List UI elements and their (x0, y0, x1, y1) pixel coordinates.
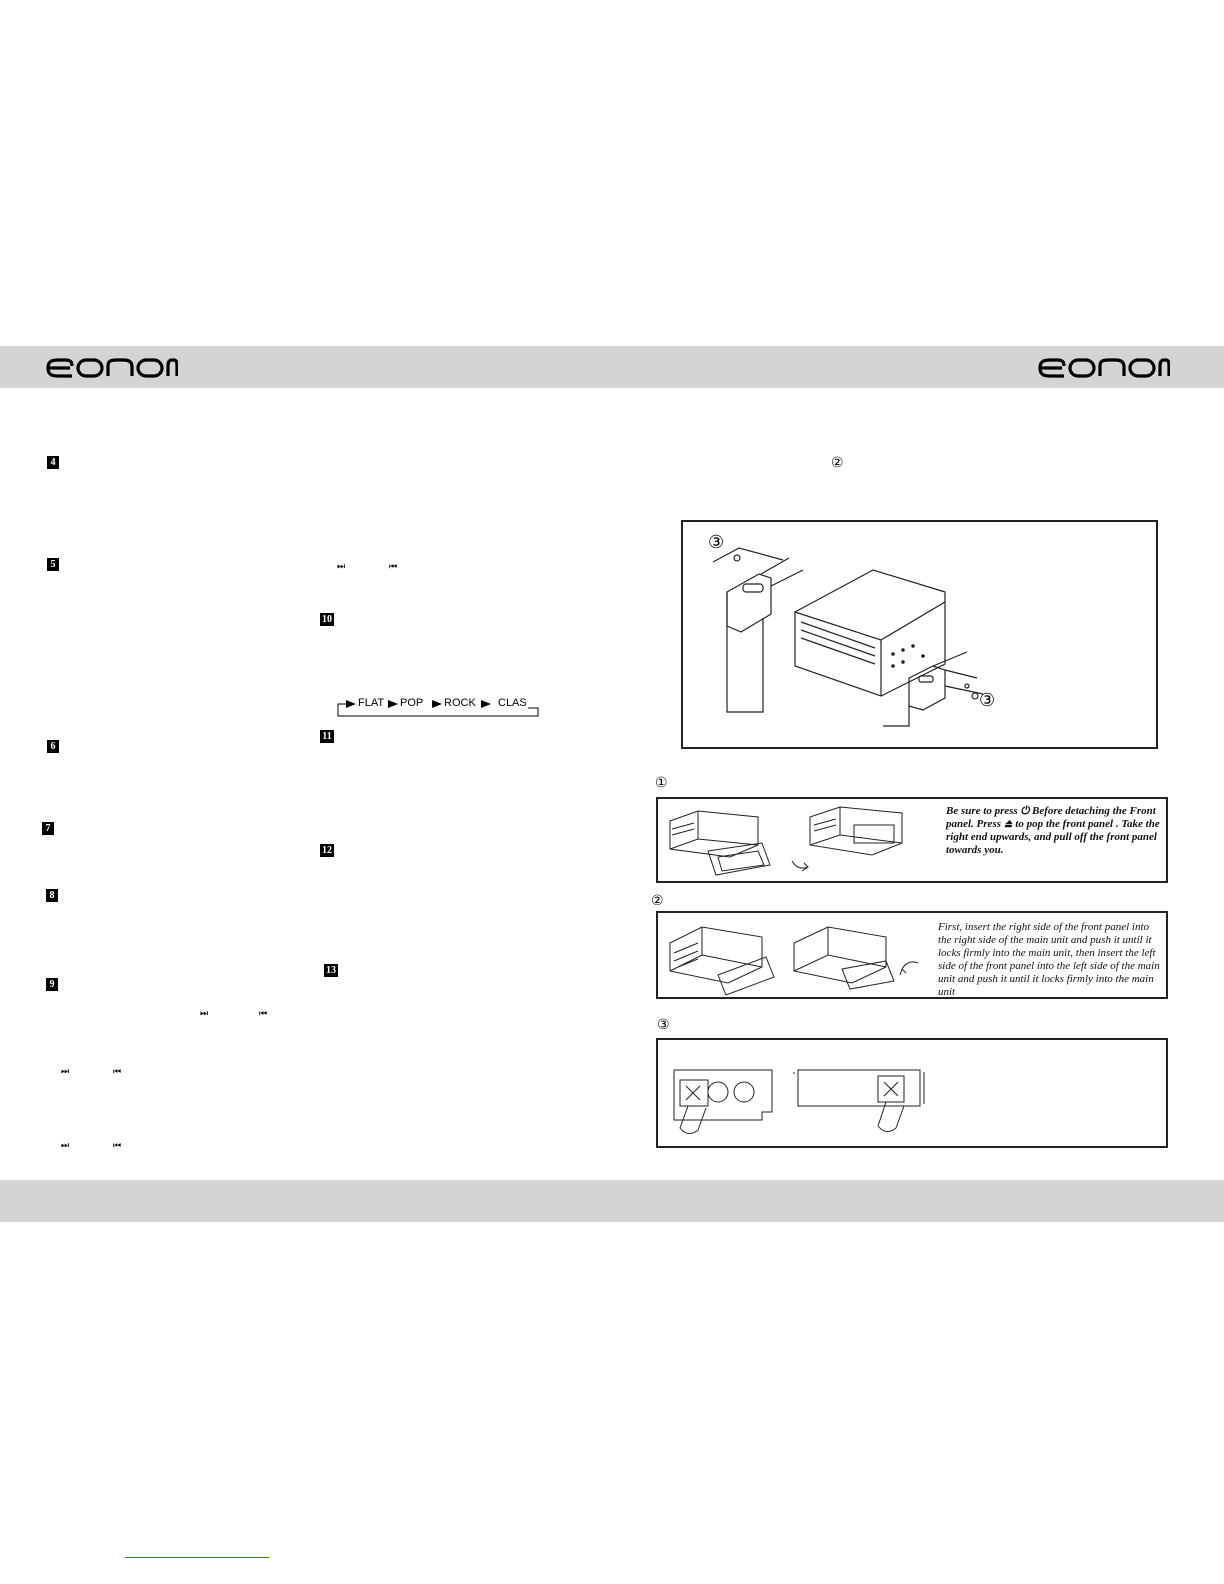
prev-track-icon: ⏮ (113, 1067, 121, 1077)
step-marker-2: ② (651, 893, 664, 909)
attach-panel-box (656, 911, 1168, 999)
detach-panel-caption: Be sure to press ⏻ Before detaching the Front panel. Press ⏏ to pop the front panel . Take the right end upwards, and pull off the front panel towards you. (946, 805, 1160, 856)
item-number-11: 11 (320, 730, 334, 743)
step-marker-3: ③ (657, 1017, 670, 1033)
step-marker-1: ① (655, 775, 668, 791)
eonon-logo-left (44, 357, 178, 379)
item-number-13: 13 (326, 965, 336, 976)
eonon-logo-right (1036, 357, 1170, 379)
footer-band (0, 1180, 1224, 1222)
item-number-4: 4 (47, 456, 59, 469)
item-number-5: 5 (47, 558, 59, 571)
item-number-9: 9 (46, 978, 58, 991)
prev-track-icon: ⏮ (389, 562, 397, 572)
item-number-7: 7 (42, 822, 54, 835)
screw-label-3: ③ (979, 690, 996, 711)
installation-diagram (681, 520, 1158, 749)
next-track-icon: ⏭ (61, 1141, 69, 1151)
item-number-6: 6 (47, 740, 59, 753)
eq-mode-clas: CLAS (498, 697, 527, 709)
item-number-8: 8 (46, 889, 58, 902)
removal-keys-box (656, 1038, 1168, 1148)
footer-link-underline[interactable] (125, 1557, 269, 1558)
next-track-icon: ⏭ (61, 1067, 69, 1077)
step-marker-2: ② (831, 455, 844, 471)
attach-panel-caption: First, insert the right side of the front panel into the right side of the main unit and push it until it locks firmly into the main unit, then insert the left side of the front panel into the left side of the main unit and push it until it locks firmly into the main unit (938, 921, 1160, 998)
eq-cycle-diagram (336, 696, 546, 718)
eq-mode-flat: FLAT (358, 697, 385, 709)
prev-track-icon: ⏮ (113, 1141, 121, 1151)
next-track-icon: ⏭ (200, 1009, 208, 1019)
item-number-10: 10 (322, 614, 332, 625)
eq-mode-pop: POP (400, 697, 424, 709)
prev-track-icon: ⏮ (259, 1009, 267, 1019)
item-number-12: 12 (322, 845, 332, 856)
eq-mode-rock: ROCK (444, 697, 476, 709)
detach-panel-box (656, 797, 1168, 883)
screw-label-3: ③ (708, 532, 725, 553)
next-track-icon: ⏭ (337, 562, 345, 572)
